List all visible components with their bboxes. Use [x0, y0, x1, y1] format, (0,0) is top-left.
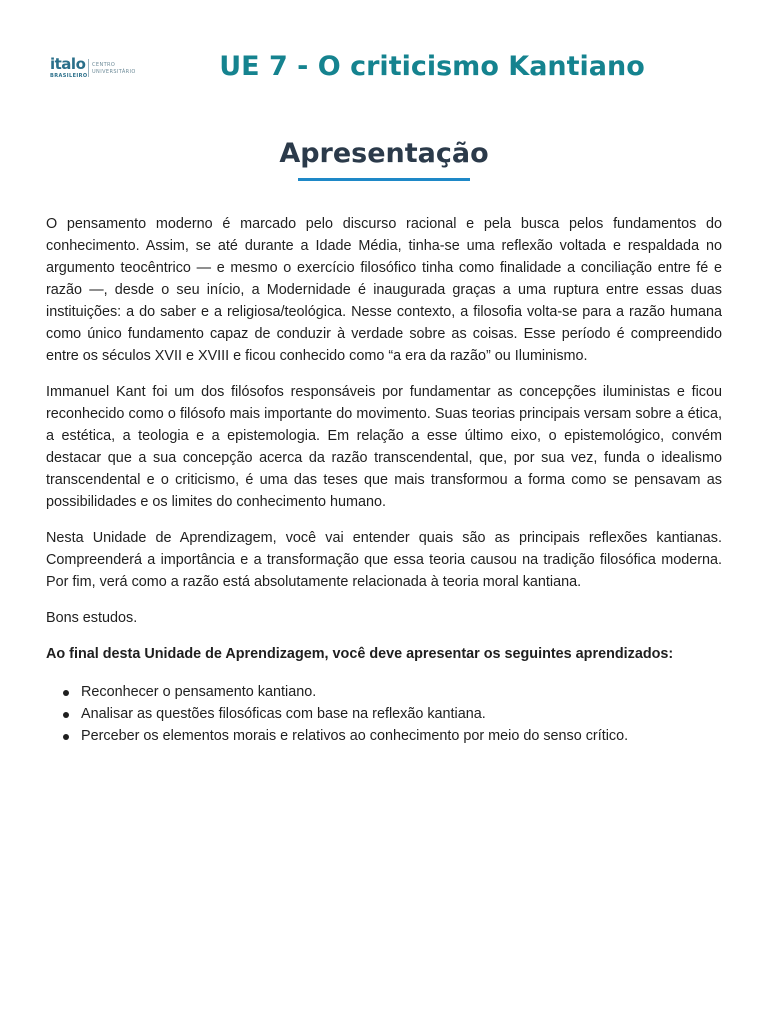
presentation-body [46, 213, 722, 747]
list-item [46, 725, 722, 747]
logo-centro-line1: CENTRO [92, 62, 116, 68]
unit-title: UE 7 - O criticismo Kantiano [219, 51, 645, 82]
paragraph-intro: O pensamento moderno é marcado pelo discurso racional e pela busca pelos fundamentos do conhecimento. Assim, se até durante a Idade Média, tinha-se uma reflexão voltada e respaldada no argumento teocêntrico — e mesmo o exercício filosófico tinha como finalidade a conciliação entre fé e razão —, desde o seu início, a Modernidade é inaugurada graças a uma ruptura entre essas duas instituições: a do saber e a religiosa/teológica. Nesse contexto, a filosofia volta-se para a razão humana como único fundamento capaz de conduzir à verdade sobre as coisas. Esse período é compreendido entre os séculos XVII e XVIII e ficou conhecido como “a era da razão” ou Iluminismo. [46, 216, 722, 364]
list-item-text: Reconhecer o pensamento kantiano. [81, 684, 317, 700]
section-title-underline [298, 178, 470, 181]
paragraph-greeting: Bons estudos. [46, 610, 138, 626]
logo-divider [88, 59, 89, 77]
list-item-text: Analisar as questões filosóficas com base na reflexão kantiana. [81, 706, 486, 722]
list-item [46, 681, 722, 703]
section-title: Apresentação [279, 138, 489, 169]
objectives-list [46, 681, 722, 747]
logo-wordmark: italo [50, 55, 86, 73]
logo-centro-line2: UNIVERSITÁRIO [92, 69, 136, 75]
list-item [46, 703, 722, 725]
paragraph-kant: Immanuel Kant foi um dos filósofos responsáveis por fundamentar as concepções iluministas e ficou reconhecido como o filósofo mais importante do movimento. Suas teorias principais versam sobre a ética, a estética, a teologia e a epistemologia. Em relação a esse último eixo, o epistemológico, convém destacar que a sua concepção acerca da razão transcendental, que, por sua vez, funda o idealismo transcendental e o criticismo, é uma das teses que mais transformou a forma como se pensavam as possibilidades e os limites do conhecimento humano. [46, 384, 722, 510]
bullet-icon [63, 690, 69, 696]
logo-subtitle: BRASILEIRO [50, 73, 88, 79]
logo-centro-universitario [92, 62, 136, 76]
paragraph-unit: Nesta Unidade de Aprendizagem, você vai entender quais são as principais reflexões kantianas. Compreenderá a importância e a transformação que essa teoria causou na tradição filosófica moderna. Por fim, verá como a razão está absolutamente relacionada à teoria moral kantiana. [46, 530, 722, 590]
bullet-icon [63, 734, 69, 740]
bullet-icon [63, 712, 69, 718]
objectives-intro: Ao final desta Unidade de Aprendizagem, você deve apresentar os seguintes aprendizados: [46, 646, 674, 662]
brand-logo [50, 56, 150, 82]
list-item-text: Perceber os elementos morais e relativos ao conhecimento por meio do senso crítico. [81, 728, 629, 744]
